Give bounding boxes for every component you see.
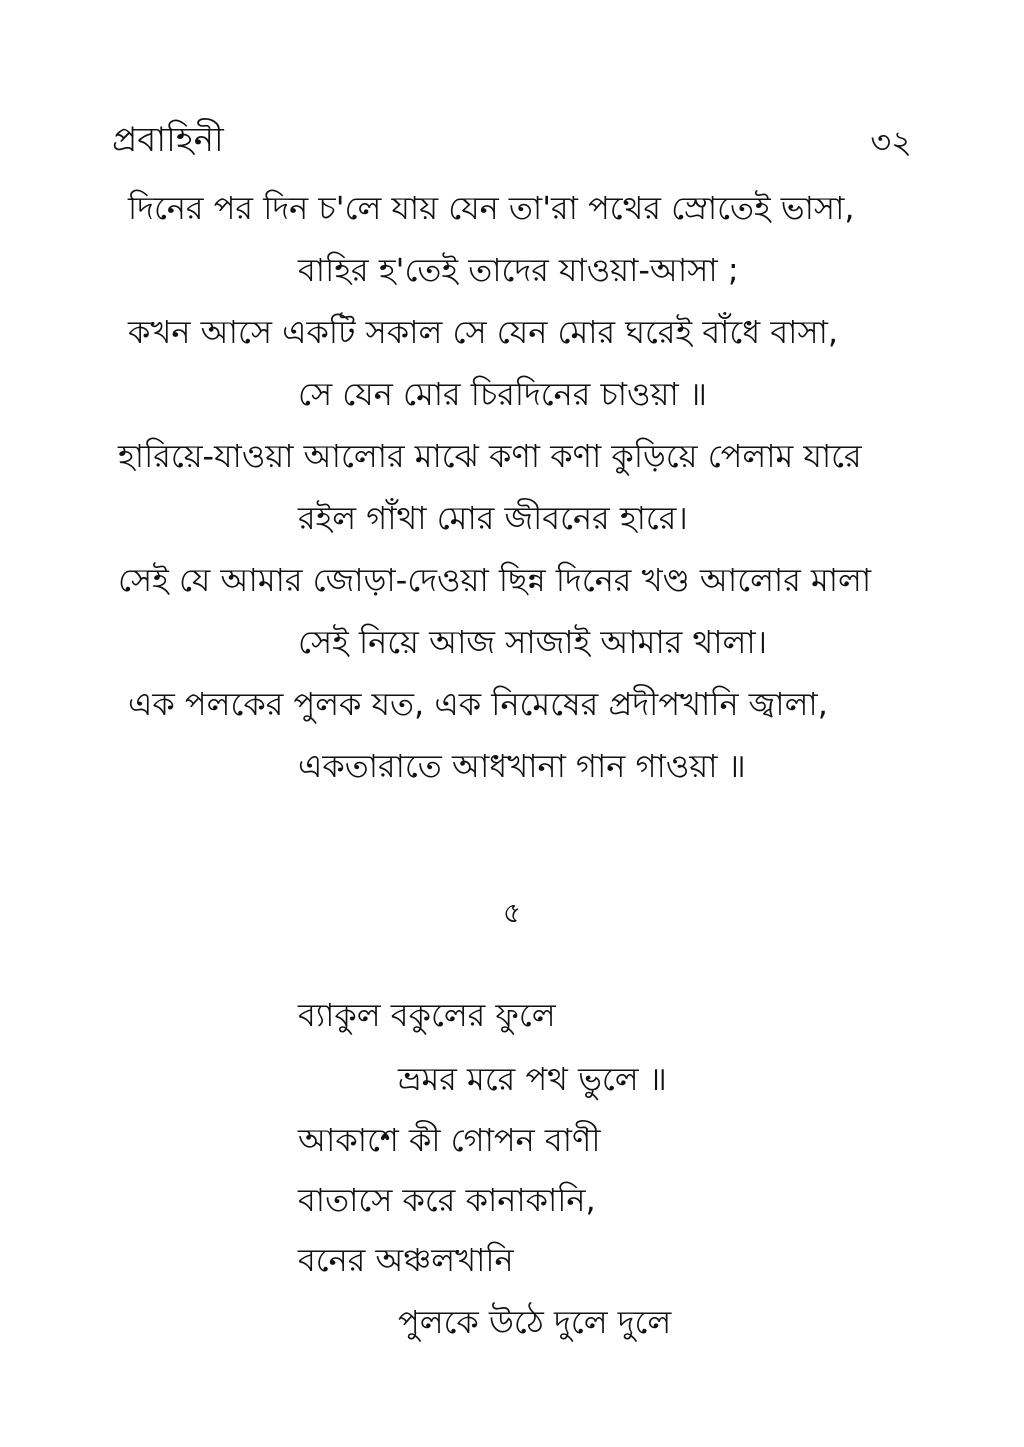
verse-line: রইল গাঁথা মোর জীবনের হারে। (298, 499, 688, 537)
verse-line: হারিয়ে-যাওয়া আলোর মাঝে কণা কণা কুড়িয়ে পেলাম যারে (118, 437, 862, 475)
verse-line: একতারাতে আধখানা গান গাওয়া ॥ (298, 747, 746, 785)
verse-line: সেই নিয়ে আজ সাজাই আমার থালা। (298, 623, 768, 661)
verse-line: আকাশে কী গোপন বাণী (298, 1121, 601, 1159)
section-number: ৫ (502, 896, 522, 929)
page-number: ৩২ (870, 123, 912, 161)
verse-line: বাহির হ'তেই তাদের যাওয়া-আসা ; (298, 251, 739, 289)
verse-line: এক পলকের পুলক যত, এক নিমেষের প্রদীপখানি জ্বালা, (128, 685, 828, 723)
verse-line: সে যেন মোর চিরদিনের চাওয়া ॥ (298, 375, 708, 413)
verse-line: ব্যাকুল বকুলের ফুলে (298, 996, 556, 1034)
verse-line: বনের অঞ্চলখানি (298, 1241, 514, 1279)
verse-line: পুলকে উঠে দুলে দুলে (398, 1303, 672, 1341)
verse-line: ভ্রমর মরে পথ ভুলে ॥ (398, 1060, 667, 1098)
verse-line: কখন আসে একটি সকাল সে যেন মোর ঘরেই বাঁধে বাসা, (128, 313, 839, 351)
running-header-title: প্রবাহিনী (112, 120, 224, 160)
verse-line: সেই যে আমার জোড়া-দেওয়া ছিন্ন দিনের খণ্ড আলোর মালা (118, 561, 872, 599)
verse-line: দিনের পর দিন চ'লে যায় যেন তা'রা পথের স্রোতেই ভাসা, (128, 189, 855, 227)
verse-line: বাতাসে করে কানাকানি, (298, 1181, 596, 1219)
